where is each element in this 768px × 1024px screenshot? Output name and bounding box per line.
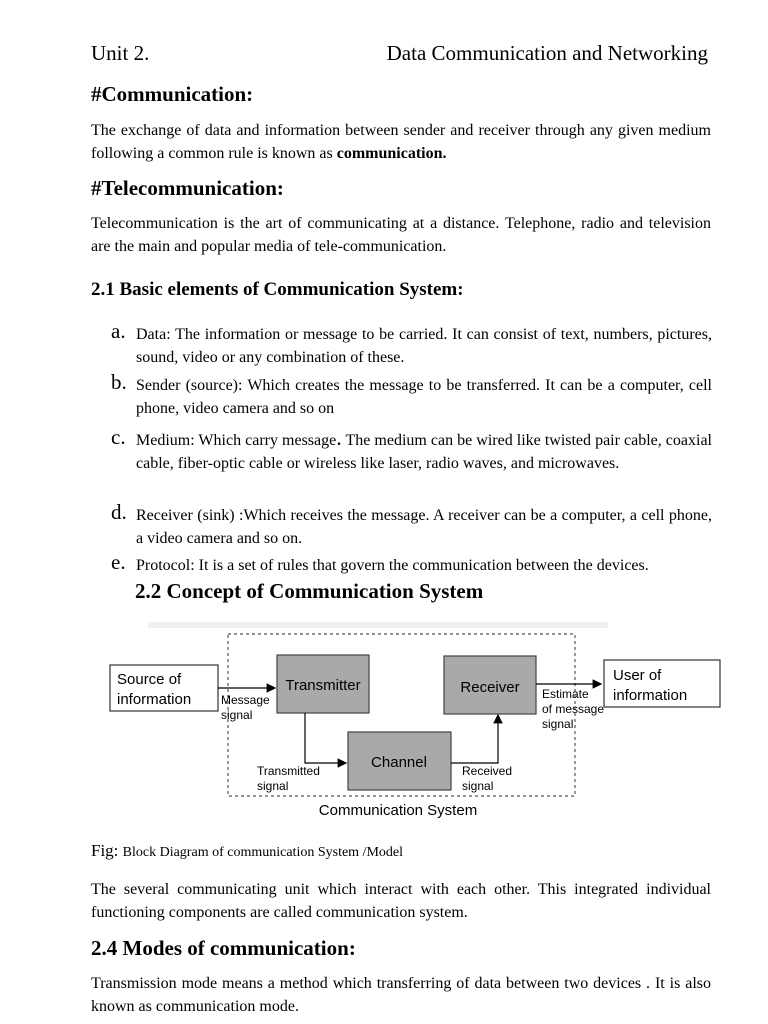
- telecommunication-heading: #Telecommunication:: [91, 176, 284, 200]
- section-2-4-heading: 2.4 Modes of communication:: [91, 936, 356, 960]
- subject-title: Data Communication and Networking: [386, 41, 708, 65]
- telecommunication-paragraph: Telecommunication is the art of communicating at a distance. Telephone, radio and television are the main and popular media of tele-communication.: [91, 215, 711, 255]
- list-item: [111, 500, 712, 550]
- list-item-text: Sender (source): Which creates the message to be transferred. It can be a computer, cell phone, video camera and so on: [136, 377, 712, 417]
- list-item-text: Receiver (sink) :Which receives the message. A receiver can be a computer, a cell phone, a video camera and so on.: [136, 507, 712, 547]
- list-item-text: Protocol: It is a set of rules that govern the communication between the devices.: [136, 557, 649, 574]
- transmitted-signal-line2: signal: [257, 779, 289, 793]
- transmitter-label: Transmitter: [285, 677, 361, 694]
- list-item-text-part: The medium can be wired like twisted pair cable, coaxial cable, fiber-optic cable or wireless like laser, radio waves, and microwaves.: [136, 432, 712, 472]
- communication-bold-term: communication.: [336, 144, 447, 162]
- received-signal-line1: Received: [462, 764, 513, 778]
- list-item-period: .: [336, 425, 342, 450]
- list-item-text: Data: The information or message to be carried. It can consist of text, numbers, pictures, sound, video or any combination of these.: [136, 326, 712, 366]
- page-header: [91, 41, 708, 69]
- estimate-line1: Estimate: [542, 687, 589, 701]
- channel-label: Channel: [371, 754, 427, 771]
- list-item: [111, 370, 712, 420]
- modes-paragraph: Transmission mode means a method which transferring of data between two devices . It is also known as communication mode.: [91, 975, 711, 1015]
- communication-text: The exchange of data and information between sender and receiver through any given medium following a common rule is known as: [91, 122, 711, 162]
- communication-heading: #Communication:: [91, 82, 254, 106]
- user-label-line2: information: [613, 687, 688, 704]
- list-item: [111, 319, 712, 369]
- communication-system-diagram: [108, 622, 724, 822]
- estimate-line3: signal: [542, 717, 574, 731]
- estimate-line2: of message: [542, 702, 605, 716]
- list-marker: d.: [111, 500, 127, 524]
- system-label: Communication System: [318, 802, 478, 819]
- source-label-line1: Source of: [117, 671, 182, 688]
- list-marker: e.: [111, 550, 126, 574]
- message-signal-line2: signal: [221, 708, 253, 722]
- figure-caption: [91, 841, 403, 861]
- list-marker: c.: [111, 425, 126, 449]
- received-signal-line2: signal: [462, 779, 494, 793]
- list-marker: b.: [111, 370, 127, 394]
- unit-label: Unit 2.: [91, 41, 150, 65]
- system-paragraph: The several communicating unit which interact with each other. This integrated individual functioning components are called communication system.: [91, 881, 711, 921]
- source-label-line2: information: [117, 691, 192, 708]
- caption-prefix: Fig:: [91, 841, 123, 860]
- list-item: [111, 550, 712, 577]
- section-2-2-heading: 2.2 Concept of Communication System: [135, 579, 484, 603]
- list-item-text-part: Medium: Which carry message: [136, 432, 337, 449]
- transmitted-signal-line1: Transmitted: [257, 764, 320, 778]
- receiver-label: Receiver: [460, 679, 520, 696]
- caption-text: Block Diagram of communication System /Model: [122, 845, 403, 860]
- arrow-transmitter-channel: [305, 713, 346, 763]
- list-item: [111, 425, 712, 475]
- user-label-line1: User of: [613, 667, 662, 684]
- communication-paragraph: [91, 120, 711, 165]
- message-signal-line1: Message: [221, 693, 270, 707]
- list-item-text: [136, 425, 712, 475]
- list-marker: a.: [111, 319, 126, 343]
- section-2-1-heading: 2.1 Basic elements of Communication System:: [91, 279, 464, 300]
- arrow-channel-receiver: [451, 715, 498, 763]
